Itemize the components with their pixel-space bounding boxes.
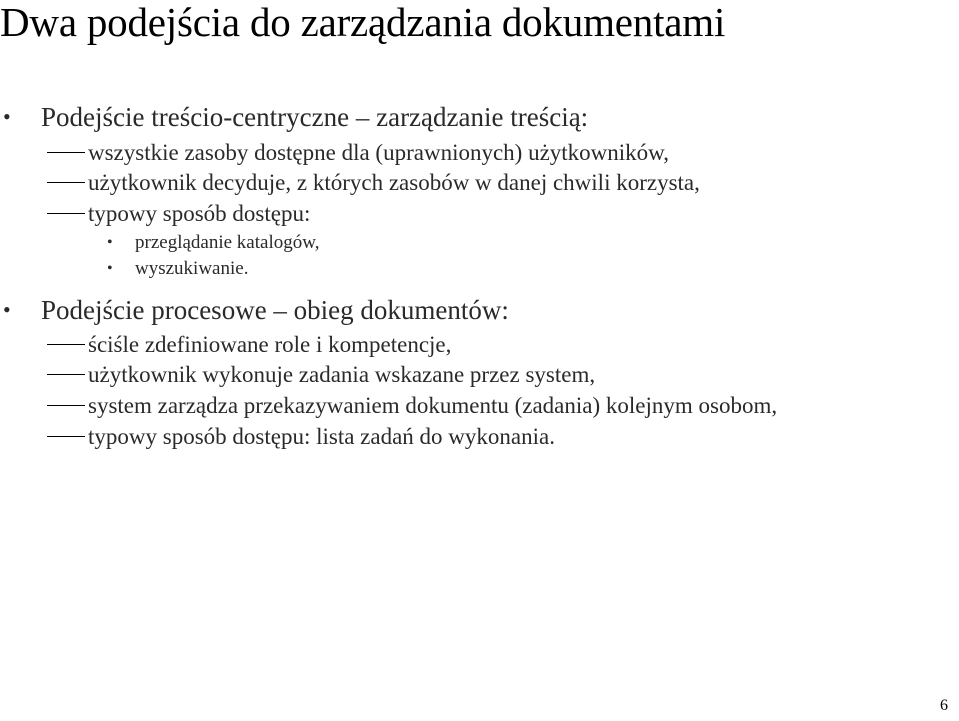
bullet-level2 bbox=[88, 170, 700, 196]
page-number: 6 bbox=[940, 697, 948, 714]
bullet-text: przeglądanie katalogów, bbox=[135, 232, 320, 253]
bullet-text: użytkownik decyduje, z których zasobów w danej chwili korzysta, bbox=[88, 170, 700, 195]
bullet-level3 bbox=[107, 232, 320, 254]
dash-marker bbox=[47, 436, 85, 437]
bullet-text: Podejście procesowe – obieg dokumentów: bbox=[41, 295, 509, 325]
bullet-level2 bbox=[88, 424, 555, 450]
bullet-text: użytkownik wykonuje zadania wskazane przez system, bbox=[88, 362, 596, 387]
bullet-marker: • bbox=[3, 104, 11, 129]
bullet-level2 bbox=[88, 362, 595, 388]
bullet-text: wszystkie zasoby dostępne dla (uprawnionych) użytkowników, bbox=[88, 140, 670, 165]
bullet-level1 bbox=[3, 295, 509, 325]
bullet-text: ściśle zdefiniowane role i kompetencje, bbox=[88, 332, 452, 357]
bullet-text: wyszukiwanie. bbox=[135, 258, 249, 279]
bullet-level2 bbox=[88, 393, 777, 419]
bullet-text: typowy sposób dostępu: bbox=[88, 201, 311, 226]
bullet-level2 bbox=[88, 140, 669, 166]
bullet-marker: • bbox=[107, 260, 113, 277]
dash-marker bbox=[47, 182, 85, 183]
dash-marker bbox=[47, 344, 85, 345]
bullet-level1 bbox=[3, 102, 589, 132]
dash-marker bbox=[47, 152, 85, 153]
bullet-marker: • bbox=[3, 297, 11, 322]
dash-marker bbox=[47, 405, 85, 406]
dash-marker bbox=[47, 374, 85, 375]
bullet-level2 bbox=[88, 332, 451, 358]
slide-title: Dwa podejścia do zarządzania dokumentami bbox=[0, 0, 726, 45]
bullet-marker: • bbox=[107, 234, 113, 251]
dash-marker bbox=[47, 213, 85, 214]
bullet-text: Podejście treścio-centryczne – zarządzanie treścią: bbox=[41, 102, 589, 132]
bullet-text: typowy sposób dostępu: lista zadań do wykonania. bbox=[88, 424, 555, 449]
bullet-text: system zarządza przekazywaniem dokumentu (zadania) kolejnym osobom, bbox=[88, 393, 778, 418]
bullet-level2 bbox=[88, 201, 310, 227]
bullet-level3 bbox=[107, 258, 249, 280]
